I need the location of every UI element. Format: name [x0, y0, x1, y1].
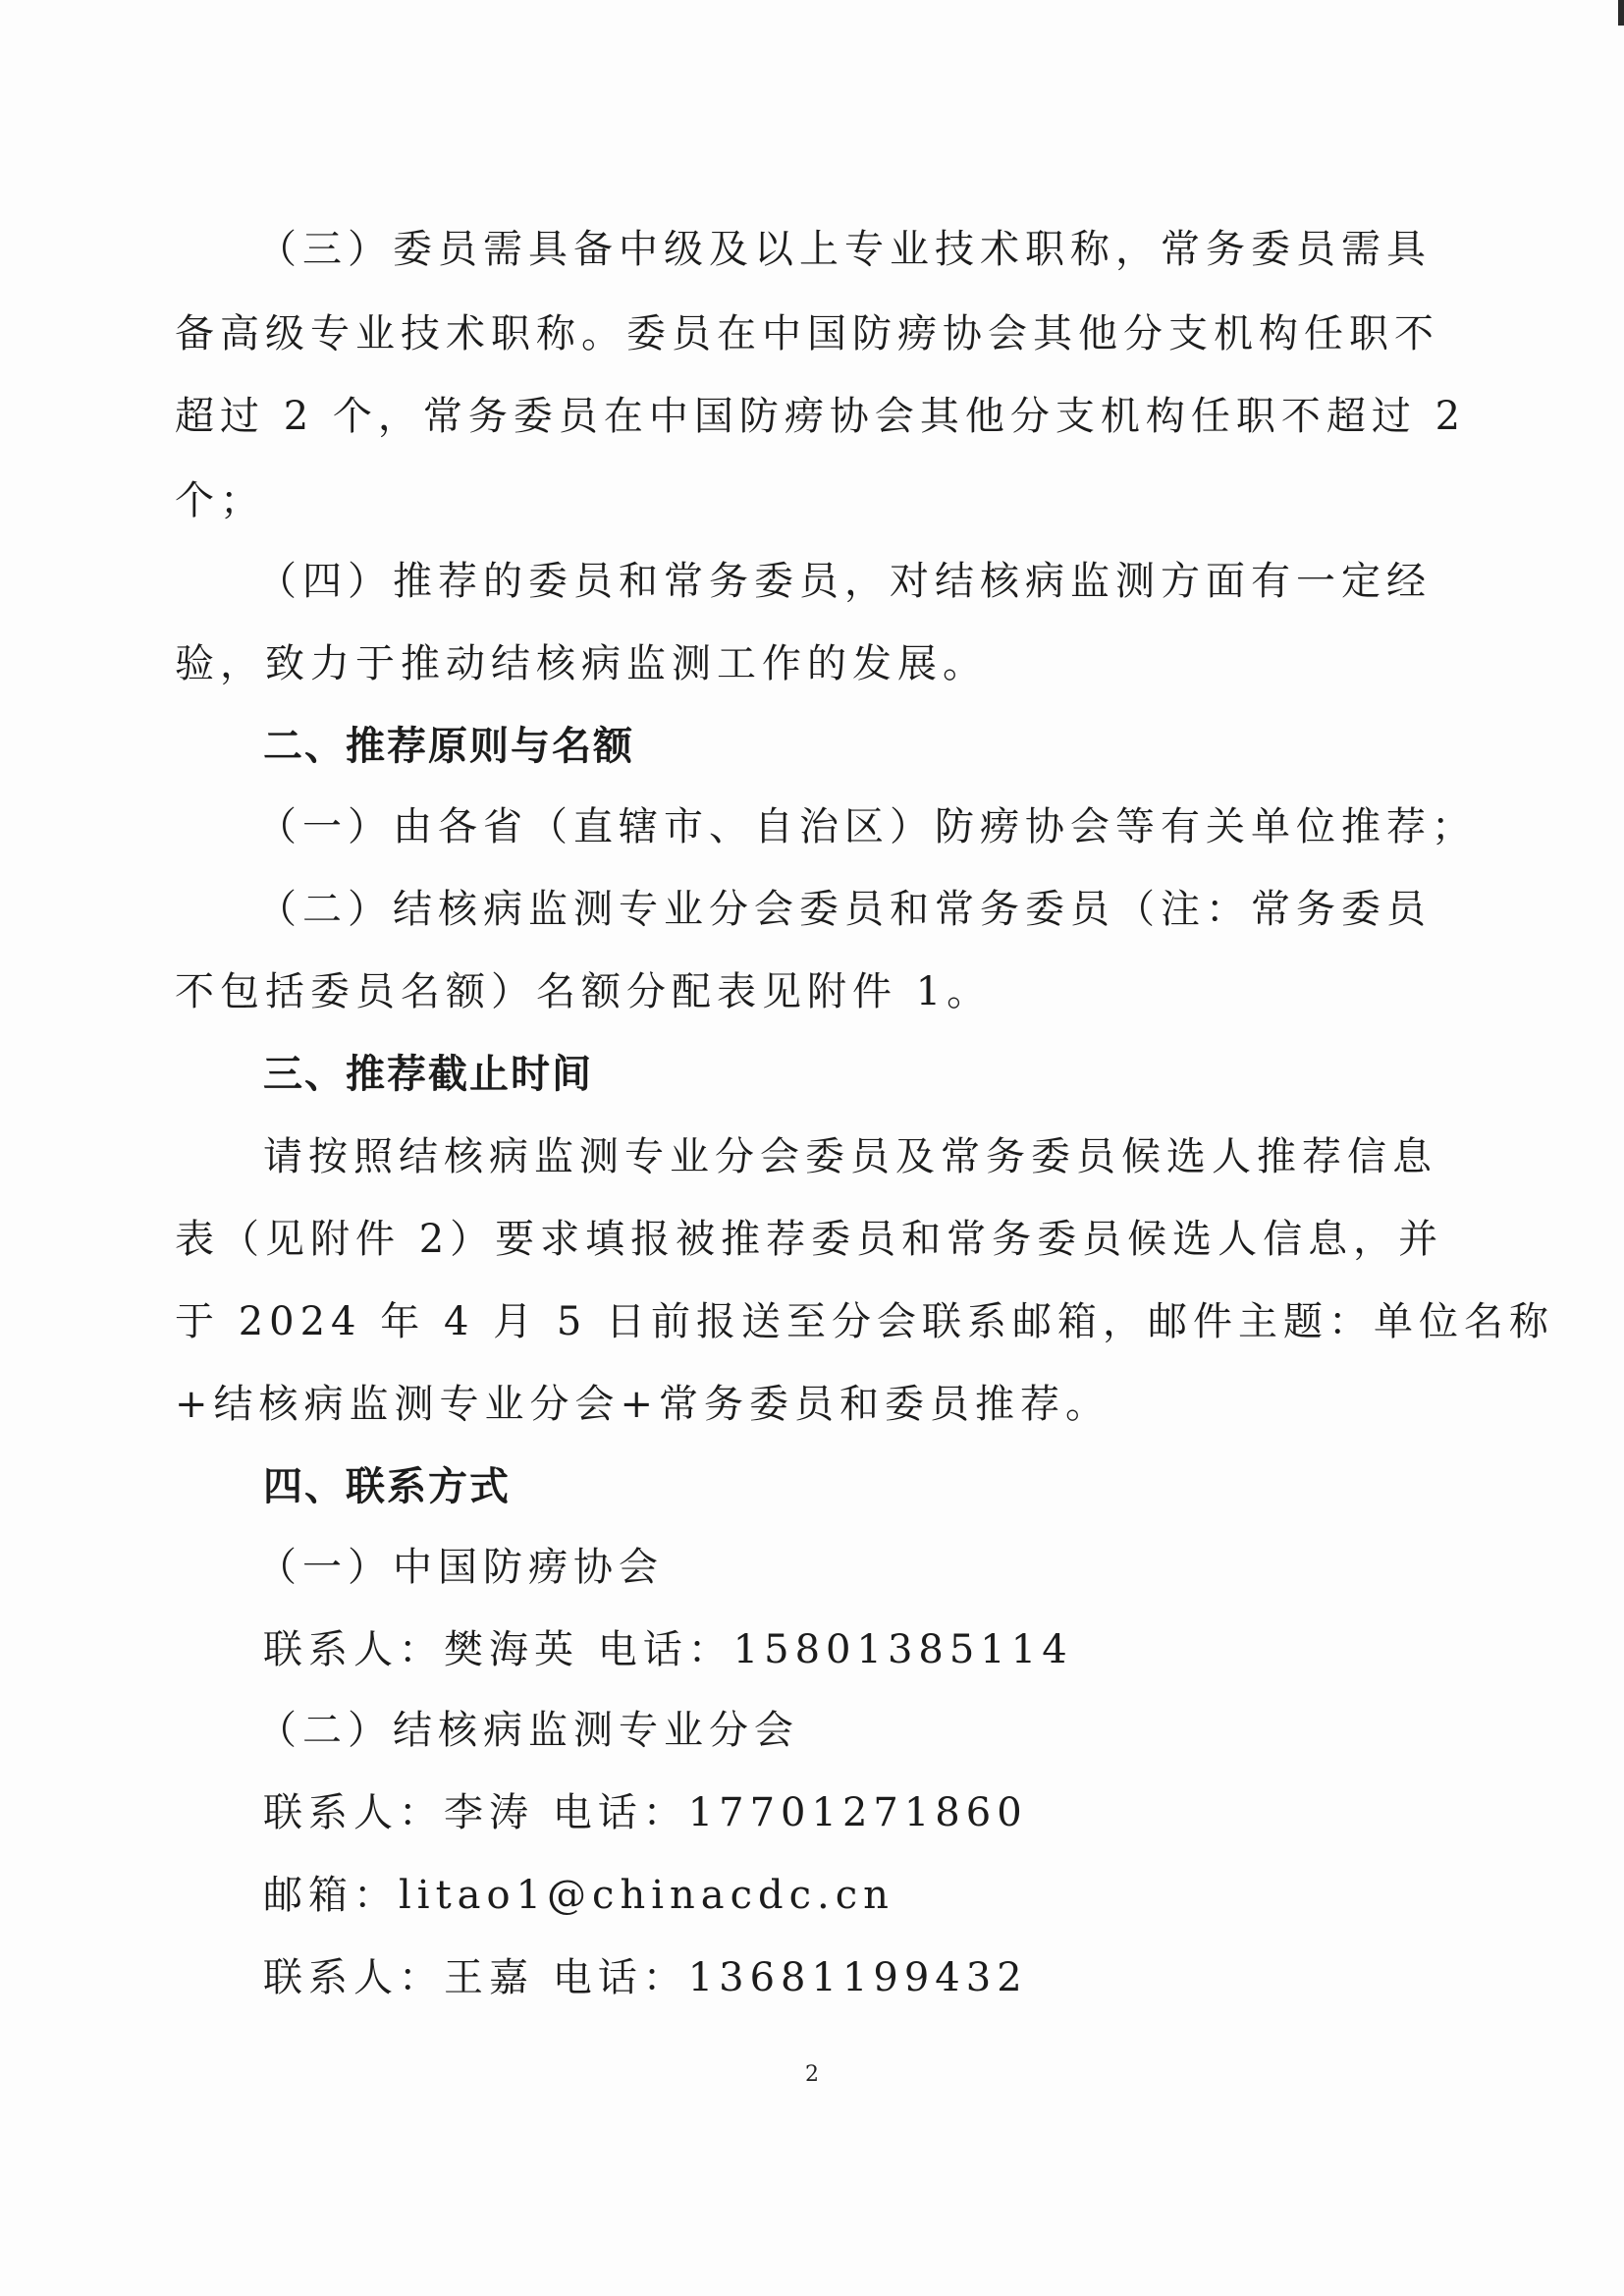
sec3-body-line2: 表（见附件 2）要求填报被推荐委员和常务委员候选人信息，并: [175, 1217, 1444, 1262]
sec2-heading: 二、推荐原则与名额: [263, 724, 634, 769]
sec1-item3-line2: 备高级专业技术职称。委员在中国防痨协会其他分支机构任职不: [175, 311, 1439, 356]
sec3-heading: 三、推荐截止时间: [263, 1052, 593, 1097]
sec4-contact3: 联系人：王嘉 电话：13681199432: [263, 1955, 1028, 2000]
scan-edge-mark: [1618, 0, 1624, 26]
sec1-item3-line3: 超过 2 个，常务委员在中国防痨协会其他分支机构任职不超过 2: [175, 394, 1467, 439]
sec3-body-line1: 请按照结核病监测专业分会委员及常务委员候选人推荐信息: [263, 1134, 1437, 1179]
sec2-item2-line1: （二）结核病监测专业分会委员和常务委员（注：常务委员: [257, 887, 1432, 932]
sec4-org1: （一）中国防痨协会: [257, 1545, 664, 1590]
sec2-item1: （一）由各省（直辖市、自治区）防痨协会等有关单位推荐；: [257, 804, 1477, 849]
sec3-body-line4: +结核病监测专业分会+常务委员和委员推荐。: [175, 1382, 1111, 1427]
sec3-body-line3: 于 2024 年 4 月 5 日前报送至分会联系邮箱，邮件主题：单位名称: [175, 1299, 1554, 1344]
sec1-item3-line4: 个；: [175, 478, 265, 523]
sec4-contact2: 联系人：李涛 电话：17701271860: [263, 1790, 1028, 1835]
sec4-org2: （二）结核病监测专业分会: [257, 1708, 799, 1753]
page-number: 2: [805, 2062, 819, 2087]
sec1-item3-line1: （三）委员需具备中级及以上专业技术职称，常务委员需具: [257, 227, 1432, 272]
sec1-item4-line1: （四）推荐的委员和常务委员，对结核病监测方面有一定经: [257, 559, 1432, 604]
sec1-item4-line2: 验，致力于推动结核病监测工作的发展。: [175, 641, 988, 686]
sec4-contact1: 联系人：樊海英 电话：15801385114: [263, 1627, 1073, 1672]
sec2-item2-line2: 不包括委员名额）名额分配表见附件 1。: [175, 969, 993, 1014]
sec4-heading: 四、联系方式: [263, 1464, 511, 1509]
sec4-email: 邮箱：litao1@chinacdc.cn: [263, 1873, 894, 1918]
